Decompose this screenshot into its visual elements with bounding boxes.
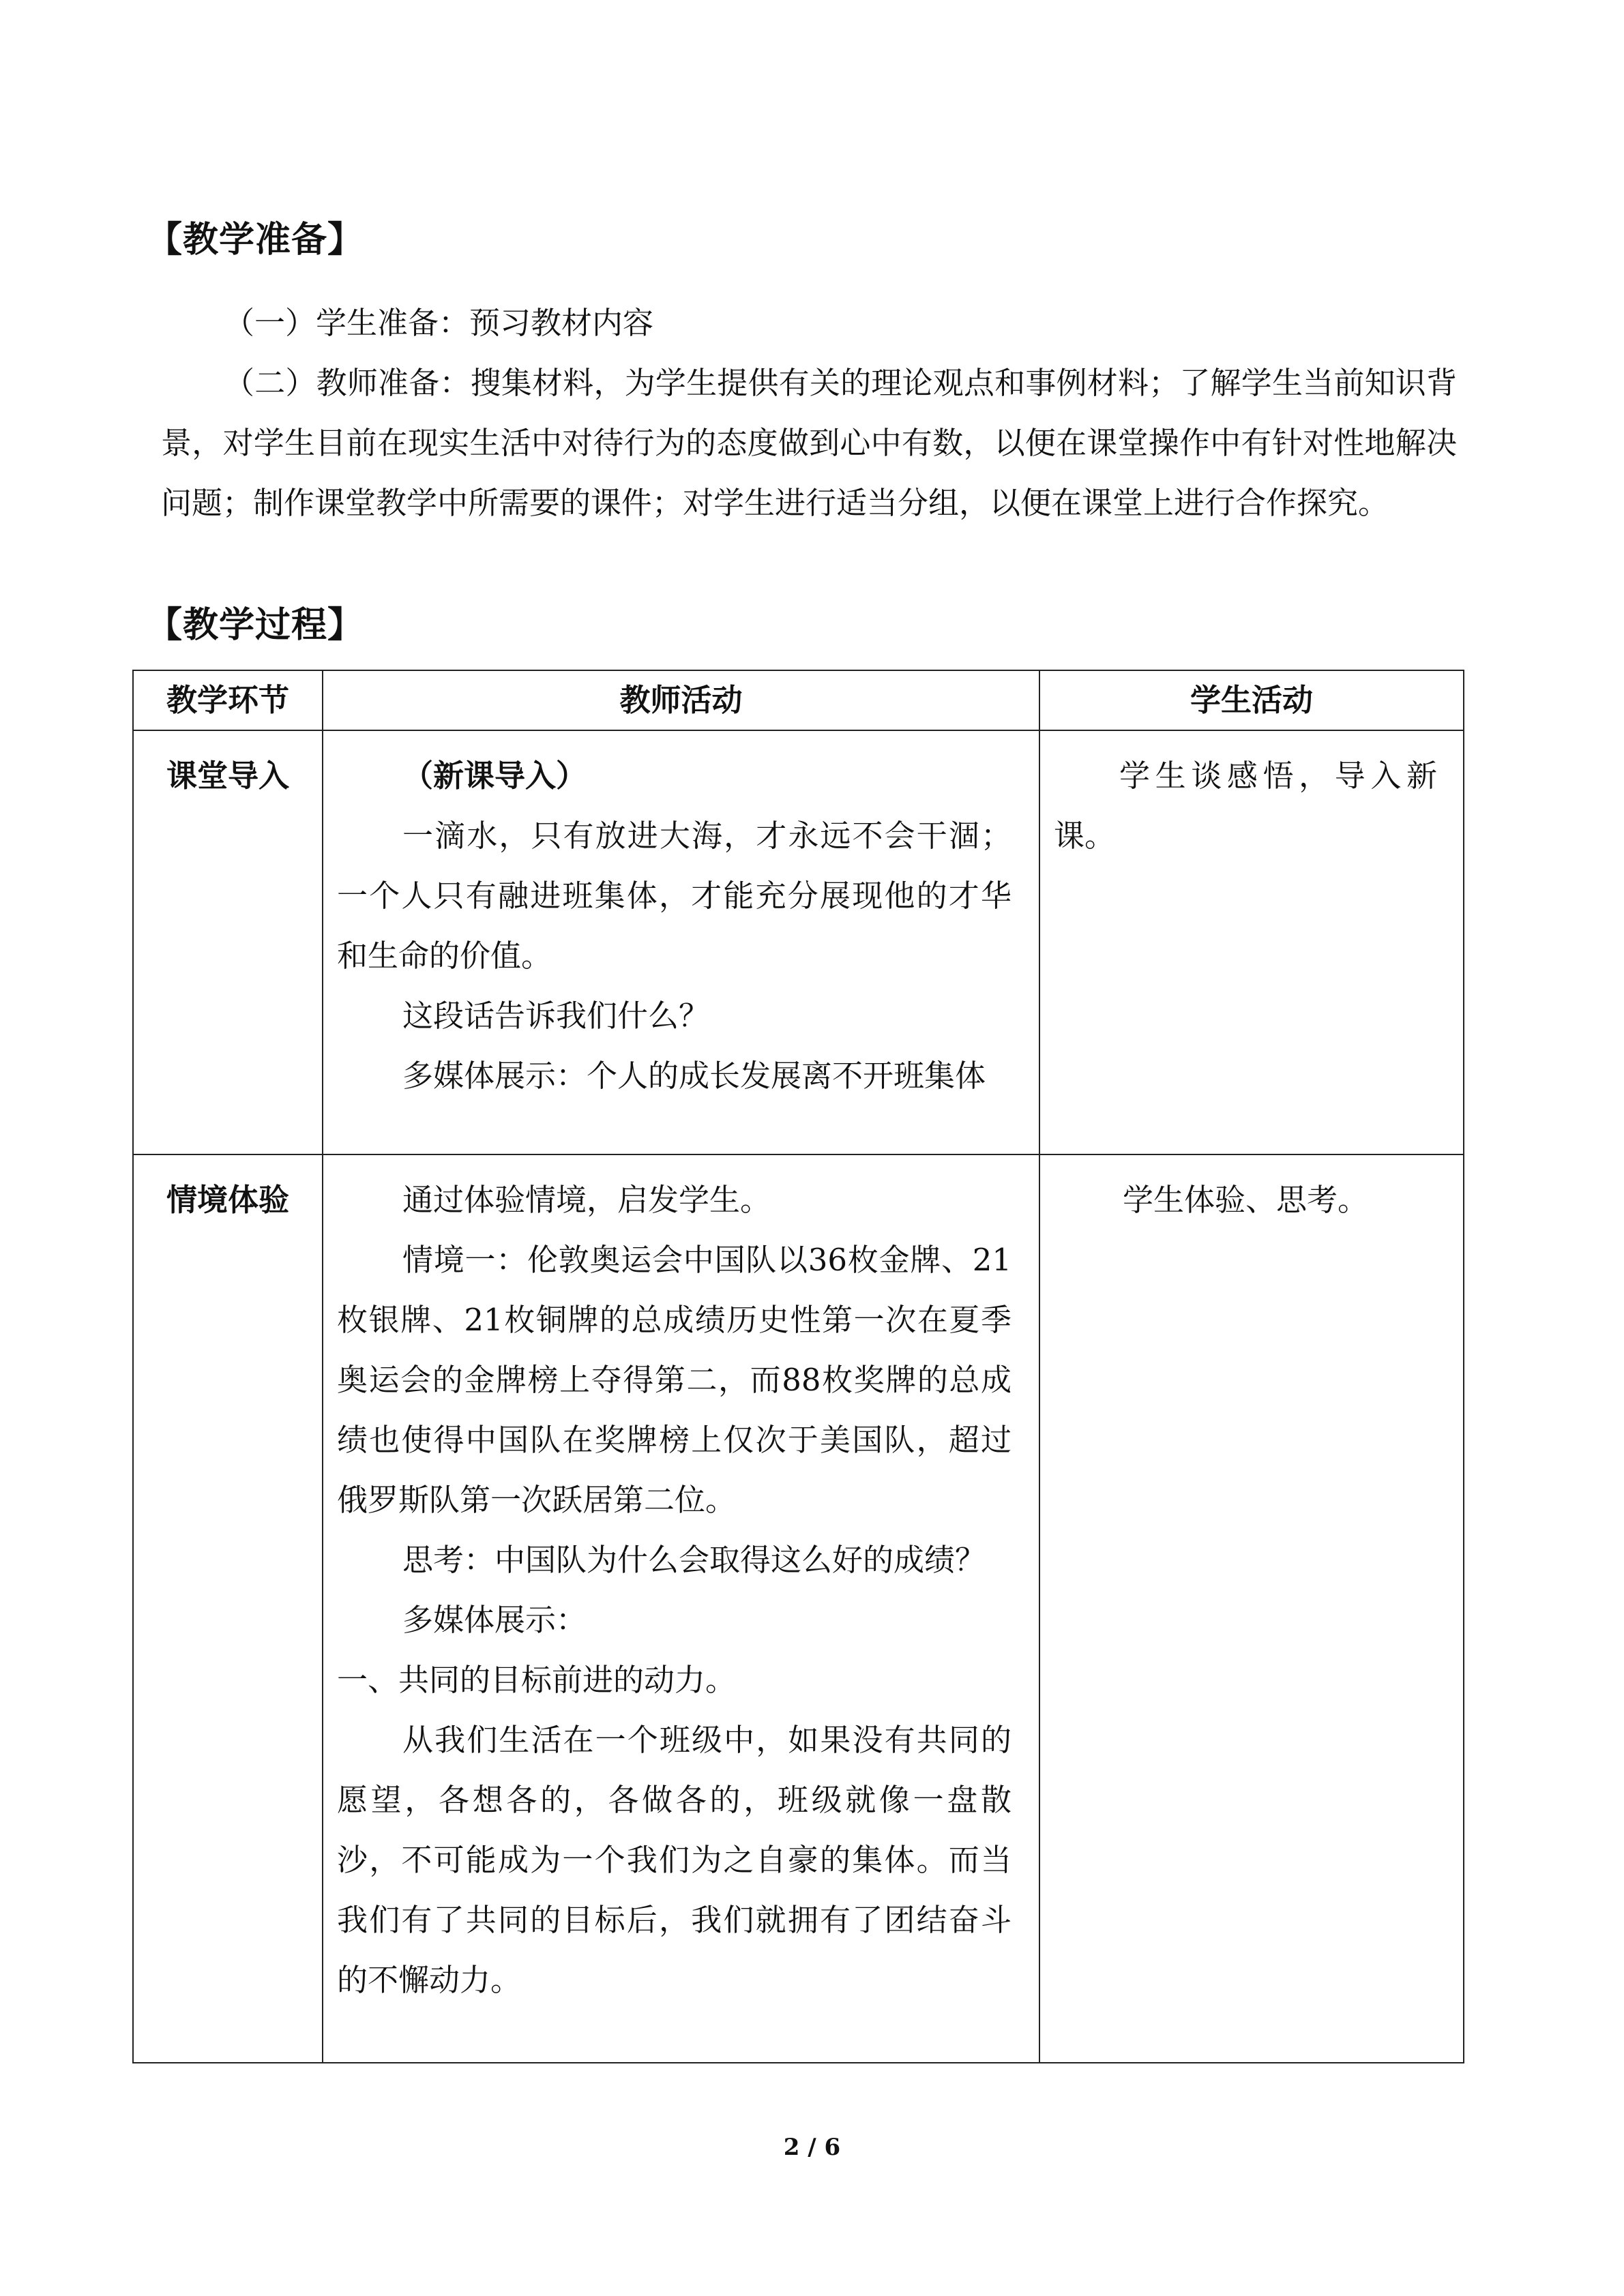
table-row bbox=[133, 1154, 1464, 2063]
student-paragraph: 学生谈感悟，导入新课。 bbox=[1054, 758, 1437, 854]
teacher-paragraph: 多媒体展示： bbox=[402, 1602, 587, 1638]
header-teacher-activity: 教师活动 bbox=[323, 670, 1039, 730]
stage-cell: 情境体验 bbox=[133, 1154, 323, 2063]
teacher-activity-cell bbox=[323, 730, 1039, 1154]
section-heading-preparation: 【教学准备】 bbox=[147, 219, 364, 260]
student-activity-cell bbox=[1039, 1154, 1464, 2063]
teacher-paragraph: （新课导入） bbox=[402, 758, 587, 794]
page-number: 2 / 6 bbox=[783, 2134, 841, 2161]
table-row bbox=[133, 730, 1464, 1154]
lesson-process-table bbox=[132, 670, 1464, 2063]
teacher-paragraph: 思考：中国队为什么会取得这么好的成绩？ bbox=[402, 1542, 986, 1578]
header-stage: 教学环节 bbox=[133, 670, 323, 730]
student-paragraph: 学生体验、思考。 bbox=[1122, 1182, 1368, 1218]
student-activity-cell bbox=[1039, 730, 1464, 1154]
section-heading-process: 【教学过程】 bbox=[147, 604, 364, 646]
table-header-row bbox=[133, 670, 1464, 730]
teacher-paragraph: 一滴水，只有放进大海，才永远不会干涸；一个人只有融进班集体，才能充分展现他的才华和生命的价值。 bbox=[337, 818, 1012, 974]
teacher-paragraph: 通过体验情境，启发学生。 bbox=[402, 1182, 771, 1218]
teacher-paragraph: 多媒体展示：个人的成长发展离不开班集体 bbox=[402, 1058, 986, 1094]
teacher-activity-cell bbox=[323, 1154, 1039, 2063]
teacher-paragraph: 从我们生活在一个班级中，如果没有共同的愿望，各想各的，各做各的，班级就像一盘散沙，不可能成为一个我们为之自豪的集体。而当我们有了共同的目标后，我们就拥有了团结奋斗的不懈动力。 bbox=[337, 1722, 1012, 1998]
header-student-activity: 学生活动 bbox=[1039, 670, 1464, 730]
stage-cell: 课堂导入 bbox=[133, 730, 323, 1154]
teacher-paragraph: 这段话告诉我们什么？ bbox=[402, 998, 710, 1034]
prep-item-teacher: （二）教师准备：搜集材料，为学生提供有关的理论观点和事例材料；了解学生当前知识背景，对学生目前在现实生活中对待行为的态度做到心中有数，以便在课堂操作中有针对性地解决问题；制作课堂教学中所需要的课件；对学生进行适当分组，以便在课堂上进行合作探究。 bbox=[161, 365, 1457, 521]
teacher-paragraph: 情境一：伦敦奥运会中国队以36枚金牌、21枚银牌、21枚铜牌的总成绩历史性第一次在夏季奥运会的金牌榜上夺得第二，而88枚奖牌的总成绩也使得中国队在奖牌榜上仅次于美国队，超过俄罗斯队第一次跃居第二位。 bbox=[337, 1242, 1012, 1518]
teacher-paragraph: 一、共同的目标前进的动力。 bbox=[337, 1662, 737, 1698]
prep-item-student: （一）学生准备：预习教材内容 bbox=[224, 305, 654, 341]
